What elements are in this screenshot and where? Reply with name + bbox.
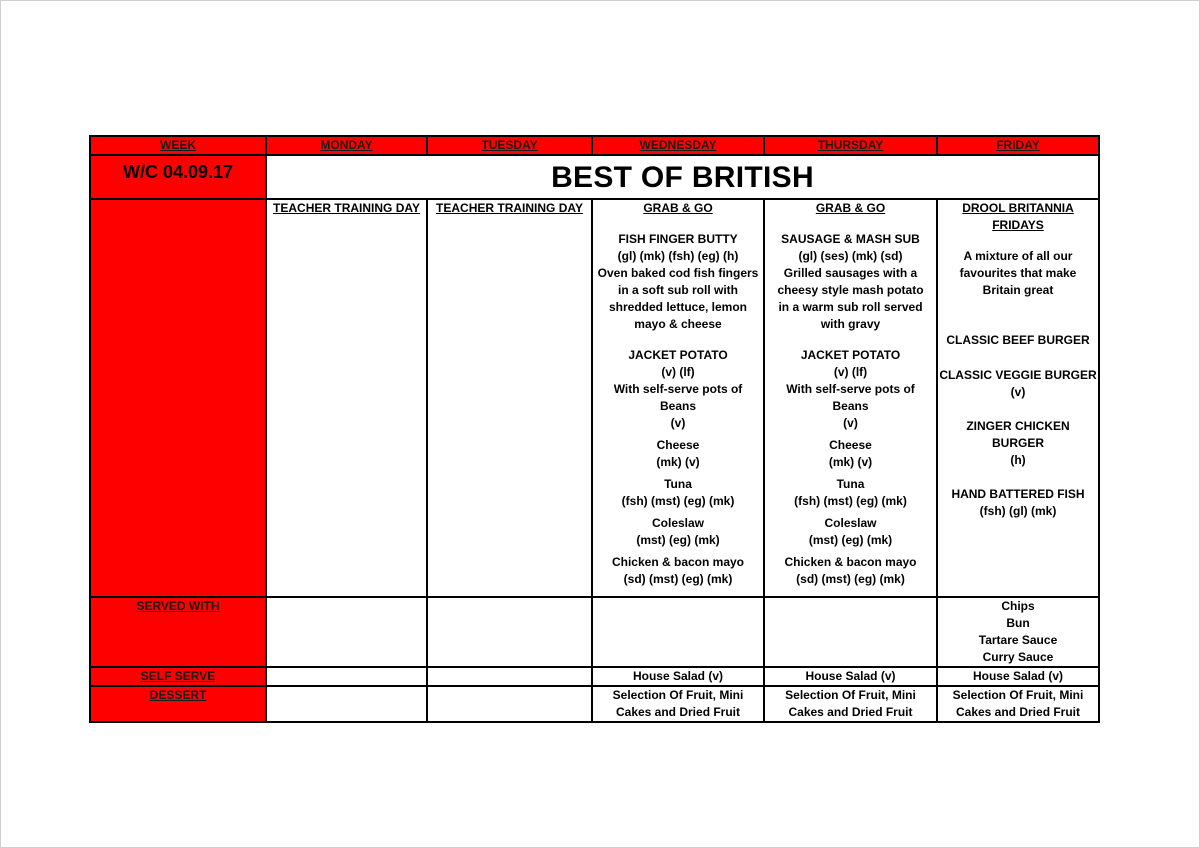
wednesday-jacket-name: JACKET POTATO	[628, 348, 728, 362]
thursday-filling-coleslaw-tags: (mst) (eg) (mk)	[808, 533, 893, 547]
self-serve-tuesday	[427, 667, 592, 686]
wednesday-main-name: FISH FINGER BUTTY	[618, 232, 738, 246]
wednesday-filling-coleslaw-tags: (mst) (eg) (mk)	[636, 533, 720, 547]
wednesday-title: GRAB & GO	[643, 201, 713, 215]
thursday-main-desc-2: cheesy style mash potato	[777, 283, 924, 297]
dessert-wednesday-2: Cakes and Dried Fruit	[615, 705, 741, 719]
self-serve-wednesday: House Salad (v)	[592, 667, 764, 686]
dessert-wednesday-1: Selection Of Fruit, Mini	[612, 688, 744, 702]
dessert-monday	[266, 686, 427, 722]
dessert-tuesday	[427, 686, 592, 722]
thursday-jacket-name: JACKET POTATO	[800, 348, 901, 362]
dessert-thursday-2: Cakes and Dried Fruit	[788, 705, 913, 719]
thursday-main-desc-4: with gravy	[820, 317, 881, 331]
thursday-filling-chicken-bacon: Chicken & bacon mayo	[784, 555, 917, 569]
served-with-tuesday	[427, 597, 592, 667]
header-monday: MONDAY	[266, 136, 427, 155]
monday-title: TEACHER TRAINING DAY	[273, 201, 420, 215]
main-row	[90, 199, 1099, 597]
thursday-filling-beans-tags: (v)	[843, 416, 858, 430]
thursday-filling-beans: Beans	[832, 399, 869, 413]
wednesday-main-desc-3: shredded lettuce, lemon	[608, 300, 748, 314]
thursday-main-allergens: (gl) (ses) (mk) (sd)	[798, 249, 903, 263]
friday-item-zinger-1: ZINGER CHICKEN	[966, 419, 1070, 433]
wednesday-main-desc-1: Oven baked cod fish fingers	[597, 266, 759, 280]
friday-item-veggie-burger: CLASSIC VEGGIE BURGER	[939, 368, 1097, 382]
thursday-cell	[764, 199, 937, 597]
dessert-wednesday	[592, 686, 764, 722]
wednesday-filling-cheese: Cheese	[656, 438, 700, 452]
wednesday-main-desc-2: in a soft sub roll with	[618, 283, 738, 297]
wednesday-cell	[592, 199, 764, 597]
served-with-friday-4: Curry Sauce	[982, 650, 1054, 664]
tuesday-cell	[427, 199, 592, 597]
header-wednesday: WEDNESDAY	[592, 136, 764, 155]
served-with-row	[90, 597, 1099, 667]
served-with-friday-1: Chips	[1001, 599, 1035, 613]
served-with-friday-2: Bun	[1006, 616, 1030, 630]
friday-intro-2: favourites that make	[959, 266, 1077, 280]
thursday-main-desc-3: in a warm sub roll served	[778, 300, 923, 314]
thursday-main-desc-1: Grilled sausages with a	[783, 266, 918, 280]
dessert-row	[90, 686, 1099, 722]
served-with-monday	[266, 597, 427, 667]
header-thursday: THURSDAY	[764, 136, 937, 155]
thursday-jacket-intro: With self-serve pots of	[786, 382, 915, 396]
thursday-title: GRAB & GO	[815, 201, 886, 215]
friday-title-2: FRIDAYS	[992, 218, 1044, 232]
wednesday-filling-beans-tags: (v)	[670, 416, 686, 430]
thursday-filling-chicken-bacon-tags: (sd) (mst) (eg) (mk)	[796, 572, 905, 586]
thursday-filling-tuna: Tuna	[836, 477, 865, 491]
theme-title: BEST OF BRITISH	[551, 161, 814, 194]
friday-intro-3: Britain great	[982, 283, 1054, 297]
thursday-filling-tuna-tags: (fsh) (mst) (eg) (mk)	[794, 494, 907, 508]
friday-intro-1: A mixture of all our	[963, 249, 1073, 263]
dessert-thursday	[764, 686, 937, 722]
wednesday-filling-tuna-tags: (fsh) (mst) (eg) (mk)	[621, 494, 735, 508]
thursday-main-name: SAUSAGE & MASH SUB	[781, 232, 920, 246]
served-with-thursday	[764, 597, 937, 667]
header-tuesday: TUESDAY	[427, 136, 592, 155]
wednesday-filling-tuna: Tuna	[664, 477, 692, 491]
dessert-thursday-1: Selection Of Fruit, Mini	[785, 688, 916, 702]
self-serve-thursday: House Salad (v)	[764, 667, 937, 686]
self-serve-label: SELF SERVE	[90, 667, 266, 686]
friday-item-zinger-tags: (h)	[1010, 453, 1026, 467]
thursday-jacket-tags: (v) (lf)	[833, 365, 868, 379]
wednesday-filling-chicken-bacon: Chicken & bacon mayo	[611, 555, 745, 569]
header-row	[90, 136, 1099, 155]
week-cell	[90, 155, 266, 199]
theme-cell	[266, 155, 1099, 199]
served-with-friday	[937, 597, 1099, 667]
header-friday: FRIDAY	[937, 136, 1099, 155]
main-label-cell	[90, 199, 266, 597]
friday-item-beef-burger: CLASSIC BEEF BURGER	[946, 333, 1090, 347]
served-with-friday-3: Tartare Sauce	[978, 633, 1058, 647]
wednesday-filling-cheese-tags: (mk) (v)	[656, 455, 700, 469]
wednesday-filling-chicken-bacon-tags: (sd) (mst) (eg) (mk)	[623, 572, 733, 586]
week-value: W/C 04.09.17	[122, 162, 234, 182]
theme-row	[90, 155, 1099, 199]
wednesday-jacket-intro: With self-serve pots of	[613, 382, 743, 396]
thursday-filling-cheese: Cheese	[829, 438, 872, 452]
friday-cell	[937, 199, 1099, 597]
wednesday-filling-beans: Beans	[659, 399, 697, 413]
friday-item-zinger-2: BURGER	[991, 436, 1044, 450]
menu-table	[89, 135, 1100, 723]
dessert-friday	[937, 686, 1099, 722]
friday-item-fish-tags: (fsh) (gl) (mk)	[979, 504, 1057, 518]
monday-cell	[266, 199, 427, 597]
friday-item-fish: HAND BATTERED FISH	[951, 487, 1085, 501]
thursday-filling-coleslaw: Coleslaw	[824, 516, 877, 530]
friday-item-veggie-burger-tags: (v)	[1010, 385, 1026, 399]
tuesday-title: TEACHER TRAINING DAY	[436, 201, 583, 215]
header-week: WEEK	[90, 136, 266, 155]
self-serve-friday: House Salad (v)	[937, 667, 1099, 686]
wednesday-jacket-tags: (v) (lf)	[661, 365, 695, 379]
dessert-label: DESSERT	[90, 686, 266, 722]
friday-title-1: DROOL BRITANNIA	[962, 201, 1074, 215]
dessert-friday-2: Cakes and Dried Fruit	[955, 705, 1081, 719]
wednesday-main-allergens: (gl) (mk) (fsh) (eg) (h)	[617, 249, 739, 263]
self-serve-row	[90, 667, 1099, 686]
wednesday-filling-coleslaw: Coleslaw	[651, 516, 705, 530]
dessert-friday-1: Selection Of Fruit, Mini	[952, 688, 1084, 702]
thursday-filling-cheese-tags: (mk) (v)	[828, 455, 873, 469]
served-with-label: SERVED WITH	[90, 597, 266, 667]
served-with-wednesday	[592, 597, 764, 667]
self-serve-monday	[266, 667, 427, 686]
wednesday-main-desc-4: mayo & cheese	[634, 317, 722, 331]
